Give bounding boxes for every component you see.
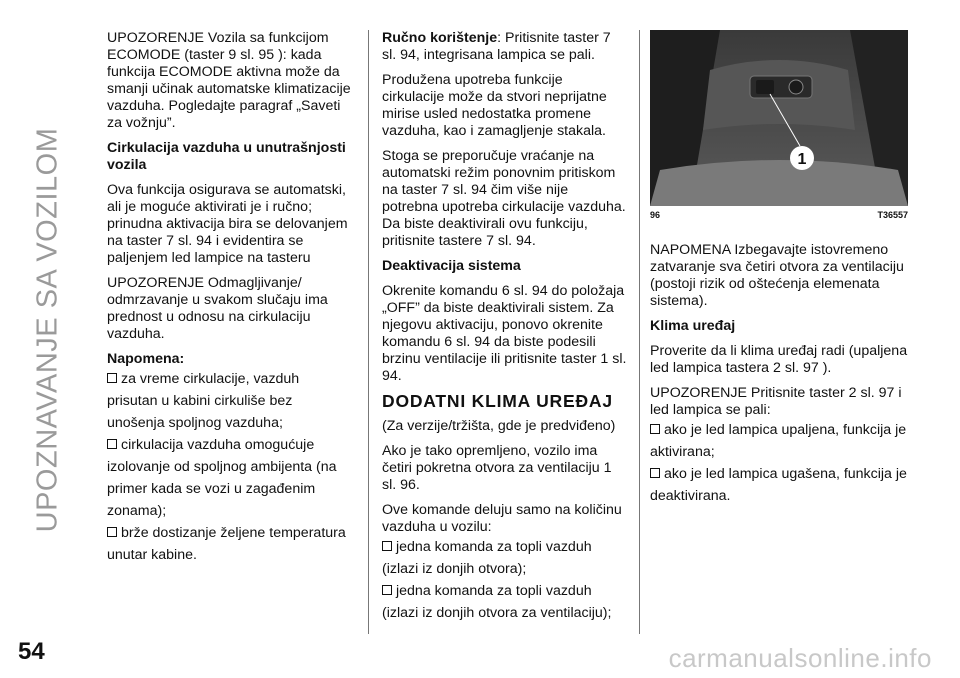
list-item: za vreme cirkulacije, vazduh prisutan u kabini cirkuliše bez unošenja spoljnog vazduha; (107, 371, 300, 431)
page-number: 54 (18, 638, 45, 665)
column-1 (107, 30, 353, 566)
list-item: brže dostizanje željene temperatura unutar kabine. (107, 525, 346, 563)
list-item: ako je led lampica upaljena, funkcija je aktivirana; (650, 422, 907, 460)
heading-auxiliary-ac: DODATNI KLIMA UREĐAJ (382, 391, 613, 411)
watermark: carmanualsonline.info (668, 643, 932, 673)
note-vents: NAPOMENA Izbegavajte istovremeno zatvaranje sva četiri otvora za ventilaciju (postoji rizik od oštećenja elemenata sistema). (650, 242, 904, 309)
note-list (107, 368, 353, 566)
column-divider (639, 30, 640, 634)
warning-ecomode: UPOZORENJE Vozila sa funkcijom ECOMODE (taster 9 sl. 95 ): kada funkcija ECOMODE aktivna može da smanji učinak automatske klimatizacije vazduha. Pogledajte paragraf „Saveti za vožnju”. (107, 30, 351, 131)
figure-callout: 1 (797, 151, 807, 168)
paragraph-four-vents: Ako je tako opremljeno, vozilo ima četiri pokretna otvora za ventilaciju 1 sl. 96. (382, 443, 612, 493)
checkbox-icon (107, 373, 117, 383)
checkbox-icon (107, 439, 117, 449)
heading-air-conditioner: Klima uređaj (650, 318, 736, 334)
warning-defog: UPOZORENJE Odmagljivanje/ odmrzavanje u svakom slučaju ima prednost u odnosu na cirkulaciju vazduha. (107, 275, 328, 342)
column-divider (368, 30, 369, 634)
figure-96-photo (650, 30, 908, 206)
paragraph-controls: Ove komande deluju samo na količinu vazduha u vozilu: (382, 502, 622, 535)
checkbox-icon (650, 424, 660, 434)
list-item: ako je led lampica ugašena, funkcija je deaktivirana. (650, 466, 907, 504)
paragraph-check-ac: Proverite da li klima uređaj radi (upaljena led lampica tastera 2 sl. 97 ). (650, 343, 908, 376)
paragraph-deactivation: Okrenite komandu 6 sl. 94 do položaja „OFF” da biste deaktivirali sistem. Za njegovu aktivaciju, ponovo okrenite komandu 6 sl. 94 da biste podesili brzinu ventilacije ili pritisnite taster 1 sl. 94. (382, 283, 627, 384)
heading-air-recirculation: Cirkulacija vazduha u unutrašnjosti vozila (107, 140, 346, 173)
warning-press-button: UPOZORENJE Pritisnite taster 2 sl. 97 i led lampica se pali: (650, 385, 902, 418)
paragraph-versions: (Za verzije/tržišta, gde je predviđeno) (382, 418, 616, 434)
paragraph-return-auto: Stoga se preporučuje vraćanje na automatski režim ponovnim pritiskom na taster 7 sl. 94 čim više nije potrebna upotreba cirkulacije vazduha. Da biste deaktivirali ovu funkciju, pritisnite tastere 7 sl. 94. (382, 148, 626, 249)
figure-caption (650, 210, 908, 220)
checkbox-icon (650, 468, 660, 478)
list-item: cirkulacija vazduha omogućuje izolovanje od spoljnog ambijenta (na primer kada se vozi u zagađenim zonama); (107, 437, 337, 519)
roof-vent-illustration (650, 30, 908, 206)
checkbox-icon (382, 585, 392, 595)
list-item: jedna komanda za topli vazduh (izlazi iz donjih otvora za ventilaciju); (382, 583, 612, 621)
figure-number: 96 (650, 210, 661, 220)
paragraph-recirculation: Ova funkcija osigurava se automatski, ali je moguće aktivirati je i ručno; prinudna aktivacija bira se delovanjem na taster 7 sl. 94 i evidentira se paljenjem led lampice na tasteru (107, 182, 348, 266)
column-3 (650, 242, 920, 507)
paragraph-manual-use: Ručno korištenje: Pritisnite taster 7 sl. 94, integrisana lampica se pali. (382, 30, 611, 63)
checkbox-icon (107, 527, 117, 537)
heading-system-deactivation: Deaktivacija sistema (382, 258, 521, 274)
note-heading: Napomena: (107, 351, 185, 367)
paragraph-prolonged-use: Produžena upotreba funkcije cirkulacije može da stvori neprijatne mirise usled nedostatka promene vazduha, kao i zamagljenje stakala. (382, 72, 607, 139)
list-item: jedna komanda za topli vazduh (izlazi iz donjih otvora); (382, 539, 592, 577)
checkbox-icon (382, 541, 392, 551)
figure-code: T36557 (877, 210, 908, 220)
chapter-side-title: UPOZNAVANJE SA VOZILOM (31, 127, 64, 533)
column-2 (382, 30, 628, 624)
